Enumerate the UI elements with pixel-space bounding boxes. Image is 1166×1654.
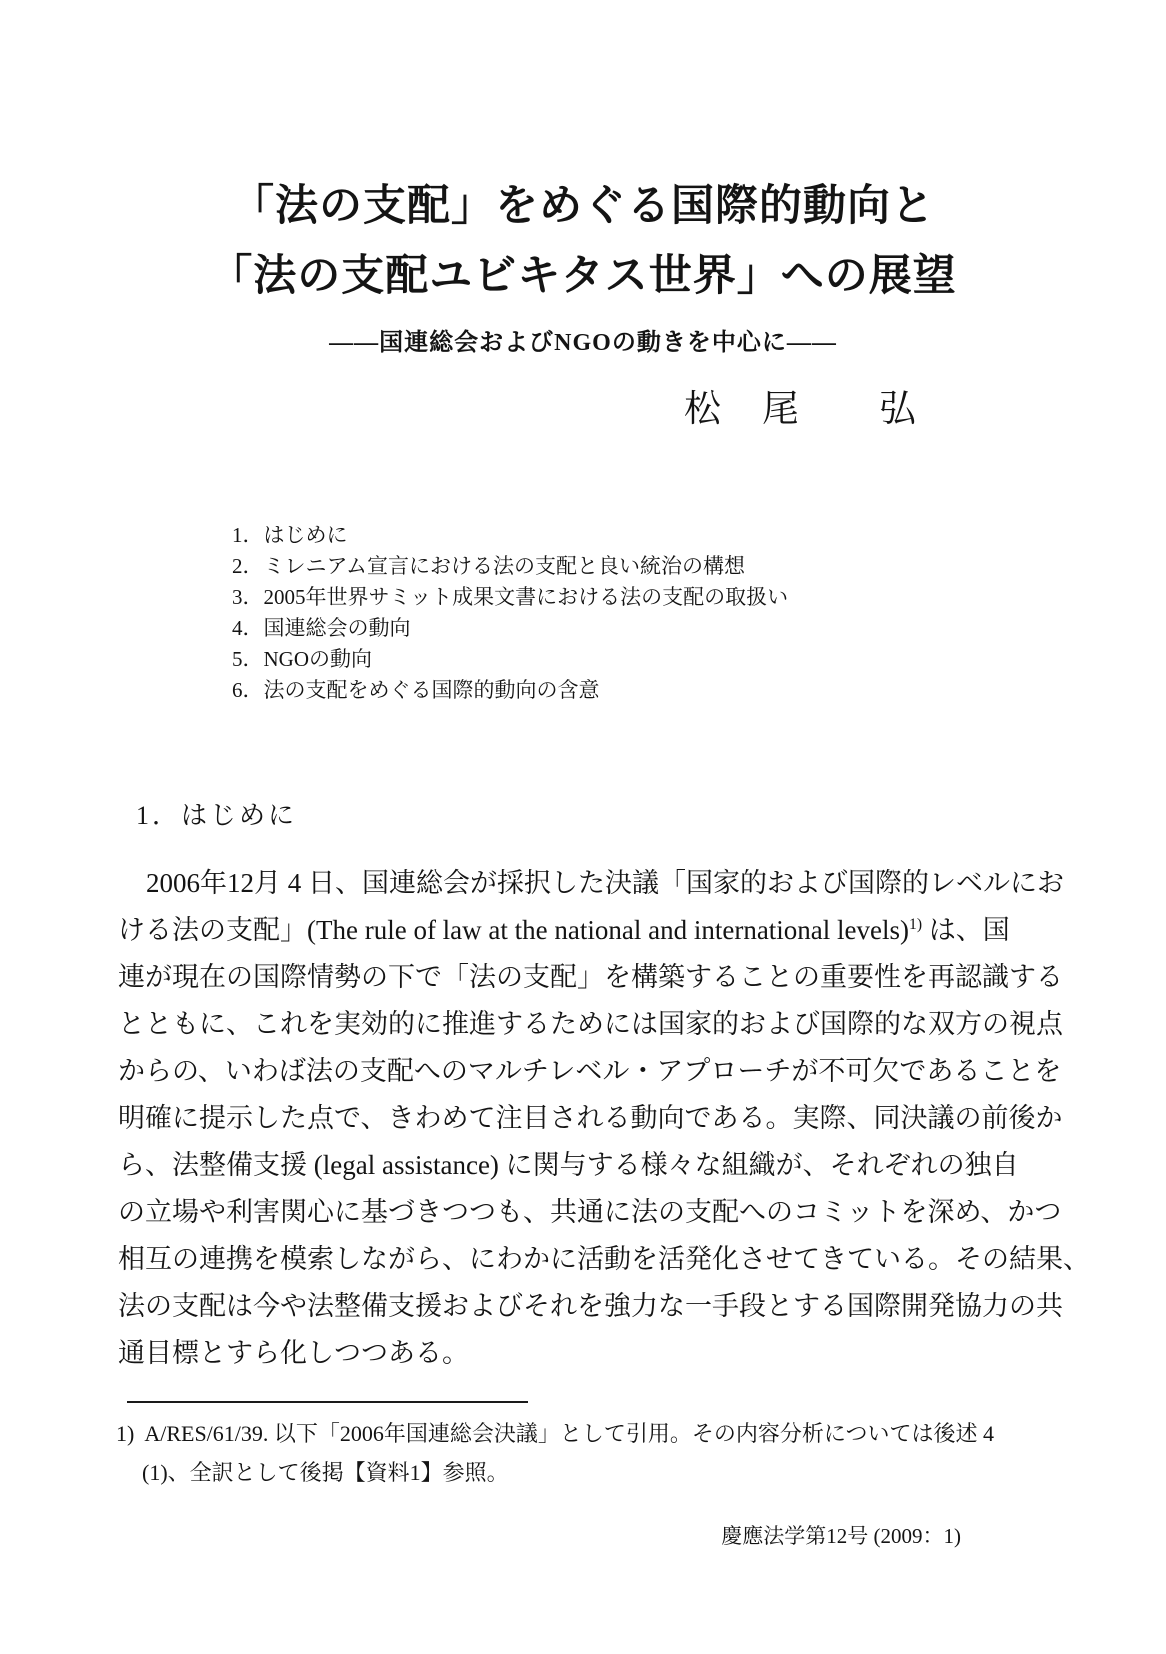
article-title-block	[0, 172, 1166, 357]
toc-item-5: 5．NGOの動向	[232, 647, 372, 671]
section-1-heading: 1．はじめに	[136, 801, 298, 830]
body-line-text: ける法の支配」(The rule of law at the national and international levels)	[118, 915, 910, 945]
body-paragraph	[118, 860, 1090, 1377]
footnote-line	[116, 1414, 1002, 1453]
footnote-block	[116, 1414, 1002, 1492]
body-line: 法の支配は今や法整備支援およびそれを強力な一手段とする国際開発協力の共	[118, 1291, 1063, 1321]
footnote-line: (1)、全訳として後掲【資料1】参照。	[142, 1460, 509, 1485]
table-of-contents	[232, 520, 788, 706]
body-line: 明確に提示した点で、きわめて注目される動向である。実際、同決議の前後か	[118, 1103, 1063, 1133]
body-line: 相互の連携を模索しながら、にわかに活動を活発化させてきている。その結果、	[118, 1244, 1090, 1274]
article-title-line1: 「法の支配」をめぐる国際的動向と	[231, 183, 935, 230]
footnote-separator	[127, 1401, 528, 1403]
article-subtitle: ――国連総会およびNGOの動きを中心に――	[329, 330, 837, 356]
footnote-ref-superscript: 1)	[909, 916, 923, 933]
footnote-number: 1)	[116, 1421, 135, 1446]
body-line: の立場や利害関心に基づきつつも、共通に法の支配へのコミットを深め、かつ	[118, 1197, 1062, 1227]
toc-item-4: 4．国連総会の動向	[232, 616, 411, 640]
toc-item-1: 1．はじめに	[232, 523, 348, 547]
body-line: 連が現在の国際情勢の下で「法の支配」を構築することの重要性を再認識する	[118, 962, 1063, 992]
toc-item-6: 6．法の支配をめぐる国際的動向の含意	[232, 678, 600, 702]
body-line-text: は、国	[922, 915, 1010, 945]
body-line	[118, 907, 1010, 954]
toc-item-2: 2．ミレニアム宣言における法の支配と良い統治の構想	[232, 554, 746, 578]
journal-footer: 慶應法学第12号 (2009：1)	[721, 1524, 961, 1548]
footnote-text: A/RES/61/39. 以下「2006年国連総会決議」として引用。その内容分析については後述 4	[144, 1421, 994, 1446]
body-line: 2006年12月 4 日、国連総会が採択した決議「国家的および国際的レベルにお	[146, 868, 1064, 898]
body-line: からの、いわば法の支配へのマルチレベル・アプローチが不可欠であることを	[118, 1056, 1062, 1086]
body-line: とともに、これを実効的に推進するためには国家的および国際的な双方の視点	[118, 1009, 1063, 1039]
author-name: 松 尾 弘	[684, 389, 918, 430]
body-line: ら、法整備支援 (legal assistance) に関与する様々な組織が、それぞれの独自	[118, 1150, 1019, 1180]
toc-item-3: 3．2005年世界サミット成果文書における法の支配の取扱い	[232, 585, 789, 609]
article-title-line2: 「法の支配ユビキタス世界」への展望	[209, 253, 957, 300]
body-line: 通目標とすら化しつつある。	[118, 1338, 469, 1368]
